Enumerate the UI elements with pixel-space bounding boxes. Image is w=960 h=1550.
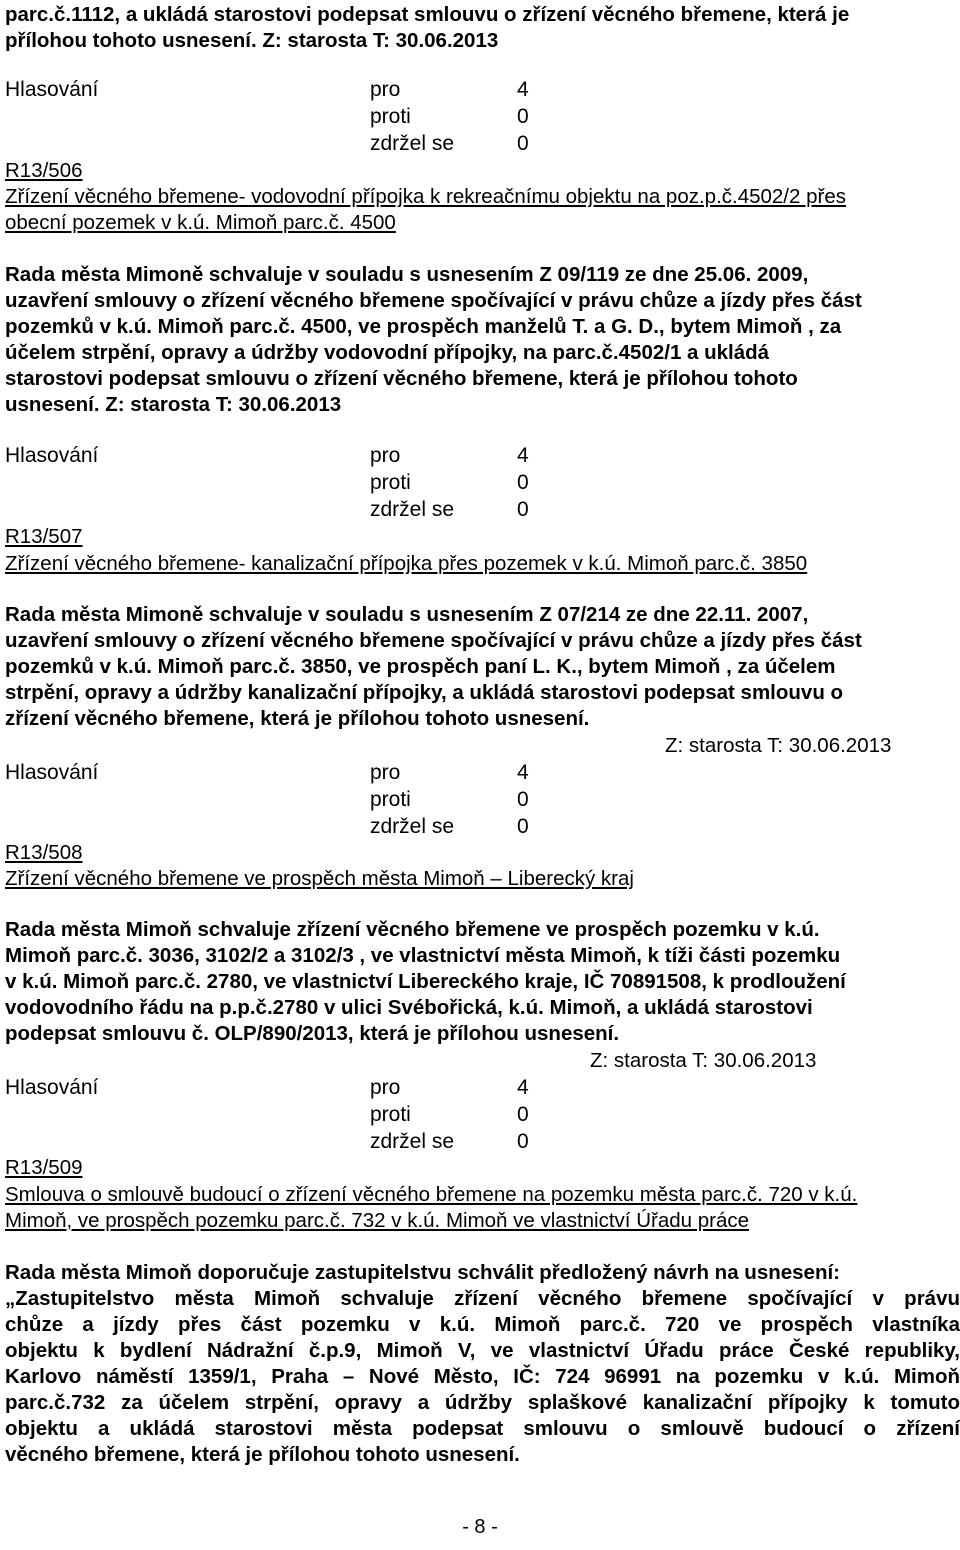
resolution-body-r507-line-3: pozemků v k.ú. Mimoň parc.č. 3850, ve prospěch paní L. K., bytem Mimoň , za účelem bbox=[5, 655, 836, 678]
vote-label: Hlasování bbox=[5, 1076, 99, 1099]
vote-label: Hlasování bbox=[5, 444, 99, 467]
resolution-body-r506-line-3: pozemků v k.ú. Mimoň parc.č. 4500, ve prospěch manželů T. a G. D., bytem Mimoň , za bbox=[5, 315, 842, 338]
resolution-title-r506-line-2: obecní pozemek v k.ú. Mimoň parc.č. 4500 bbox=[5, 211, 396, 234]
resolution-body-r509-line-4: objektu k bydlení Nádražní č.p.9, Mimoň V, ve vlastnictví Úřadu práce České republiky, bbox=[5, 1339, 960, 1362]
vote-pro-value: 4 bbox=[517, 761, 529, 784]
vote-pro-label: pro bbox=[370, 444, 401, 467]
page-number: - 8 - bbox=[462, 1516, 498, 1538]
resolution-title-r508: Zřízení věcného břemene ve prospěch města Mimoň – Liberecký kraj bbox=[5, 867, 634, 890]
resolution-body-r509-line-2: „Zastupitelstvo města Mimoň schvaluje zřízení věcného břemene spočívající v právu bbox=[5, 1287, 960, 1310]
resolution-body-r509-line-8: věcného břemene, která je přílohou tohoto usnesení. bbox=[5, 1443, 520, 1466]
resolution-body-r506-line-1: Rada města Mimoně schvaluje v souladu s usnesením Z 09/119 ze dne 25.06. 2009, bbox=[5, 263, 809, 286]
resolution-title-r507: Zřízení věcného břemene- kanalizační přípojka přes pozemek v k.ú. Mimoň parc.č. 3850 bbox=[5, 552, 808, 575]
resolution-body-r508-line-1: Rada města Mimoň schvaluje zřízení věcného břemene ve prospěch pozemku v k.ú. bbox=[5, 918, 820, 941]
resolution-id-r507: R13/507 bbox=[5, 525, 83, 548]
vote-label: Hlasování bbox=[5, 78, 99, 101]
vote-zdrzel-label: zdržel se bbox=[370, 1130, 455, 1153]
vote-zdrzel-value: 0 bbox=[517, 498, 529, 521]
top-text-line-1: parc.č.1112, a ukládá starostovi podepsat smlouvu o zřízení věcného břemene, která je bbox=[5, 3, 850, 26]
resolution-title-r509-line-1: Smlouva o smlouvě budoucí o zřízení věcného břemene na pozemku města parc.č. 720 v k.ú. bbox=[5, 1183, 858, 1206]
vote-proti-label: proti bbox=[370, 471, 411, 494]
resolution-body-r507-line-5: zřízení věcného břemene, která je přílohou tohoto usnesení. bbox=[5, 707, 590, 730]
vote-zdrzel-label: zdržel se bbox=[370, 132, 455, 155]
vote-proti-label: proti bbox=[370, 788, 411, 811]
vote-proti-value: 0 bbox=[517, 788, 529, 811]
resolution-id-r506: R13/506 bbox=[5, 159, 83, 182]
vote-pro-label: pro bbox=[370, 78, 401, 101]
resolution-body-r508-line-5: podepsat smlouvu č. OLP/890/2013, která je přílohou usnesení. bbox=[5, 1022, 620, 1045]
vote-proti-value: 0 bbox=[517, 105, 529, 128]
vote-label: Hlasování bbox=[5, 761, 99, 784]
vote-zdrzel-label: zdržel se bbox=[370, 815, 455, 838]
resolution-body-r506-line-5: starostovi podepsat smlouvu o zřízení věcného břemene, která je přílohou tohoto bbox=[5, 367, 798, 390]
resolution-body-r509-line-5: Karlovo náměstí 1359/1, Praha – Nové Město, IČ: 724 96991 na pozemku v k.ú. Mimoň bbox=[5, 1365, 960, 1388]
vote-pro-label: pro bbox=[370, 761, 401, 784]
resolution-deadline-r508: Z: starosta T: 30.06.2013 bbox=[590, 1049, 817, 1072]
resolution-id-r509: R13/509 bbox=[5, 1156, 83, 1179]
resolution-body-r506-line-6: usnesení. Z: starosta T: 30.06.2013 bbox=[5, 393, 342, 416]
resolution-deadline-r507: Z: starosta T: 30.06.2013 bbox=[665, 734, 892, 757]
resolution-id-r508: R13/508 bbox=[5, 841, 83, 864]
resolution-body-r509-line-7: objektu a ukládá starostovi města podepsat smlouvu o smlouvě budoucí o zřízení bbox=[5, 1417, 960, 1440]
vote-proti-label: proti bbox=[370, 105, 411, 128]
resolution-body-r506-line-2: uzavření smlouvy o zřízení věcného břemene spočívající v právu chůze a jízdy přes část bbox=[5, 289, 862, 312]
resolution-body-r509-line-1: Rada města Mimoň doporučuje zastupitelstvu schválit předložený návrh na usnesení: bbox=[5, 1261, 840, 1284]
vote-proti-label: proti bbox=[370, 1103, 411, 1126]
vote-pro-value: 4 bbox=[517, 444, 529, 467]
vote-pro-value: 4 bbox=[517, 78, 529, 101]
resolution-title-r509-line-2: Mimoň, ve prospěch pozemku parc.č. 732 v k.ú. Mimoň ve vlastnictví Úřadu práce bbox=[5, 1209, 750, 1232]
resolution-body-r507-line-4: strpění, opravy a údržby kanalizační přípojky, a ukládá starostovi podepsat smlouvu o bbox=[5, 681, 844, 704]
resolution-body-r506-line-4: účelem strpění, opravy a údržby vodovodní přípojky, na parc.č.4502/1 a ukládá bbox=[5, 341, 770, 364]
resolution-title-r506-line-1: Zřízení věcného břemene- vodovodní přípojka k rekreačnímu objektu na poz.p.č.4502/2 přes bbox=[5, 185, 846, 208]
resolution-body-r508-line-4: vodovodního řádu na p.p.č.2780 v ulici Svébořická, k.ú. Mimoň, a ukládá starostovi bbox=[5, 996, 813, 1019]
resolution-body-r508-line-2: Mimoň parc.č. 3036, 3102/2 a 3102/3 , ve vlastnictví města Mimoň, k tíži části pozemku bbox=[5, 944, 841, 967]
resolution-body-r509-line-6: parc.č.732 za účelem strpění, opravy a údržby splaškové kanalizační přípojky k tomuto bbox=[5, 1391, 960, 1414]
vote-zdrzel-value: 0 bbox=[517, 1130, 529, 1153]
vote-pro-value: 4 bbox=[517, 1076, 529, 1099]
resolution-body-r509-line-3: chůze a jízdy přes část pozemku v k.ú. Mimoň parc.č. 720 ve prospěch vlastníka bbox=[5, 1313, 960, 1336]
vote-pro-label: pro bbox=[370, 1076, 401, 1099]
vote-zdrzel-label: zdržel se bbox=[370, 498, 455, 521]
resolution-body-r507-line-2: uzavření smlouvy o zřízení věcného břemene spočívající v právu chůze a jízdy přes část bbox=[5, 629, 862, 652]
resolution-body-r508-line-3: v k.ú. Mimoň parc.č. 2780, ve vlastnictví Libereckého kraje, IČ 70891508, k prodloužení bbox=[5, 970, 846, 993]
top-text-line-2: přílohou tohoto usnesení. Z: starosta T: 30.06.2013 bbox=[5, 29, 499, 52]
vote-proti-value: 0 bbox=[517, 471, 529, 494]
vote-zdrzel-value: 0 bbox=[517, 815, 529, 838]
vote-zdrzel-value: 0 bbox=[517, 132, 529, 155]
vote-proti-value: 0 bbox=[517, 1103, 529, 1126]
resolution-body-r507-line-1: Rada města Mimoně schvaluje v souladu s usnesením Z 07/214 ze dne 22.11. 2007, bbox=[5, 603, 809, 626]
